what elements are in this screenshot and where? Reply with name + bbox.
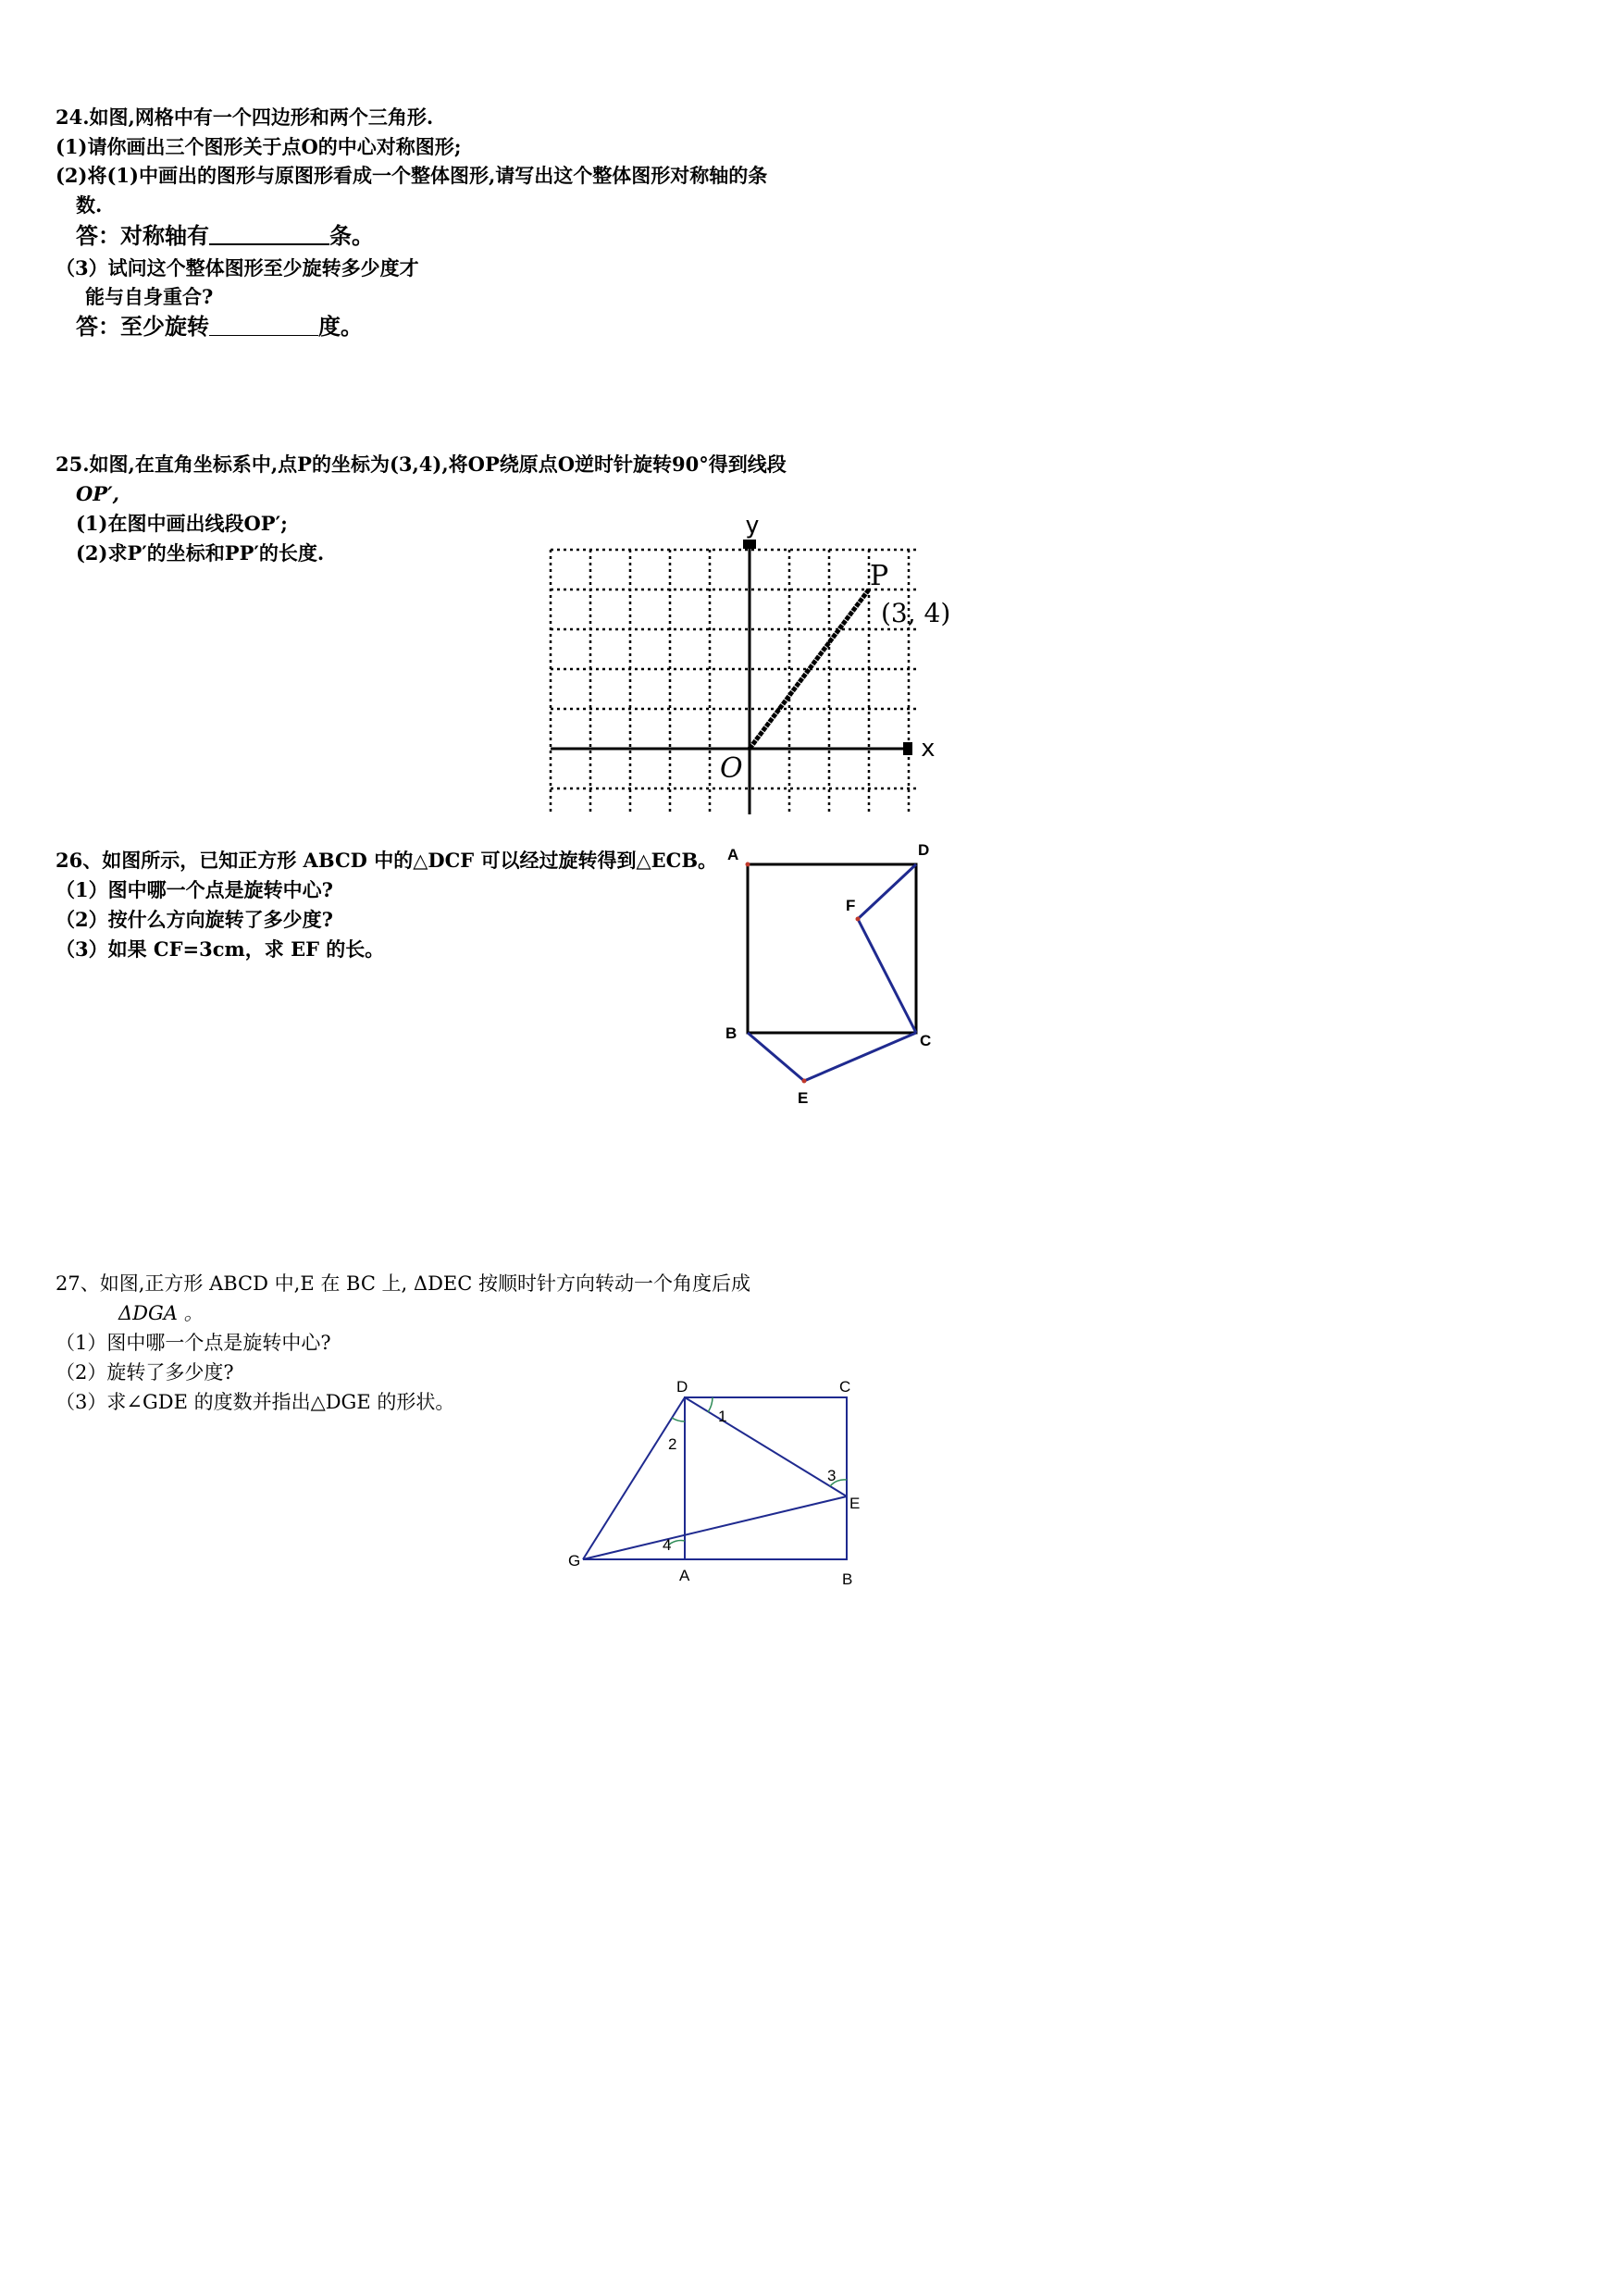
q25-y-arrow	[743, 540, 756, 549]
q26-label-c: C	[920, 1032, 932, 1049]
q27-label-a: A	[679, 1567, 690, 1584]
q25-y-label: y	[745, 512, 760, 540]
q26-triangle-dcf	[858, 864, 916, 1033]
q24-part2-cont: 数.	[76, 193, 103, 217]
q27-seg-ge	[583, 1496, 847, 1559]
q27-square-abcd	[685, 1397, 847, 1559]
q26-part3: （3）如果 CF=3cm，求 EF 的长。	[56, 937, 385, 961]
q27-square-figure	[555, 1370, 888, 1592]
q27-part1: （1）图中哪一个点是旋转中心?	[56, 1332, 331, 1354]
q24-answer-rotation-suffix: 度。	[318, 313, 363, 340]
q24-answer-rotation-prefix: 答：至少旋转	[76, 313, 209, 340]
q24-title: 24.如图,网格中有一个四边形和两个三角形.	[56, 105, 434, 129]
q24-answer-axes-blank[interactable]	[209, 223, 329, 245]
q26-square-figure	[722, 833, 962, 1111]
q26-title: 26、如图所示，已知正方形 ABCD 中的△DCF 可以经过旋转得到△ECB。	[56, 849, 718, 872]
q27-part2: （2）旋转了多少度?	[56, 1361, 234, 1384]
q24-part2: (2)将(1)中画出的图形与原图形看成一个整体图形,请写出这个整体图形对称轴的条	[56, 164, 768, 187]
q24-answer-axes	[76, 223, 374, 249]
q27-label-2: 2	[668, 1435, 677, 1453]
q27-seg-de	[685, 1397, 847, 1496]
q27-title-cont: ΔDGA 。	[118, 1302, 204, 1324]
q27-angle-1	[708, 1397, 713, 1412]
q27-title: 27、如图,正方形 ABCD 中,E 在 BC 上, ΔDEC 按顺时针方向转动一个角度后成	[56, 1272, 750, 1295]
q26-label-b: B	[725, 1024, 738, 1042]
q25-title-cont: OP′,	[76, 482, 119, 505]
q25-origin-label: O	[720, 752, 743, 785]
q25-part2: (2)求P′的坐标和PP′的长度.	[76, 541, 325, 565]
q24-part3-cont: 能与自身重合?	[85, 285, 214, 308]
q25-part1: (1)在图中画出线段OP′;	[76, 512, 288, 535]
q24-answer-axes-prefix: 答：对称轴有	[76, 222, 209, 249]
q27-label-e: E	[849, 1495, 861, 1512]
q26-label-a: A	[727, 846, 739, 863]
q25-x-label: x	[921, 735, 936, 763]
q26-label-f: F	[846, 897, 856, 914]
q25-x-arrow	[903, 742, 912, 755]
q24-part3: （3）试问这个整体图形至少旋转多少度才	[56, 256, 419, 279]
q26-triangle-ecb	[748, 1033, 916, 1081]
q24-answer-axes-suffix: 条。	[329, 222, 374, 249]
q27-label-1: 1	[718, 1408, 727, 1425]
q25-coordinate-label: (3, 4)	[881, 598, 951, 628]
q27-part3: （3）求∠GDE 的度数并指出△DGE 的形状。	[56, 1391, 455, 1413]
q27-label-3: 3	[827, 1467, 837, 1484]
q27-label-c: C	[839, 1378, 851, 1396]
q26-part1: （1）图中哪一个点是旋转中心?	[56, 878, 333, 901]
q27-label-b: B	[842, 1570, 853, 1588]
q26-label-d: D	[918, 841, 930, 859]
q27-label-4: 4	[663, 1536, 672, 1554]
q24-answer-rotation	[76, 314, 363, 340]
q26-part2: （2）按什么方向旋转了多少度?	[56, 908, 333, 931]
q25-coordinate-figure	[537, 509, 962, 824]
q27-seg-dg	[583, 1397, 685, 1559]
q27-label-d: D	[676, 1378, 688, 1396]
q24-part1: (1)请你画出三个图形关于点O的中心对称图形;	[56, 135, 462, 158]
q25-point-p-label: P	[870, 560, 889, 592]
q25-title: 25.如图,在直角坐标系中,点P的坐标为(3,4),将OP绕原点O逆时针旋转90°得到线段	[56, 453, 787, 476]
q27-label-g: G	[568, 1552, 581, 1570]
q24-answer-rotation-blank[interactable]	[209, 315, 318, 336]
q27-angle-2	[672, 1418, 685, 1421]
q26-label-e: E	[798, 1089, 809, 1107]
